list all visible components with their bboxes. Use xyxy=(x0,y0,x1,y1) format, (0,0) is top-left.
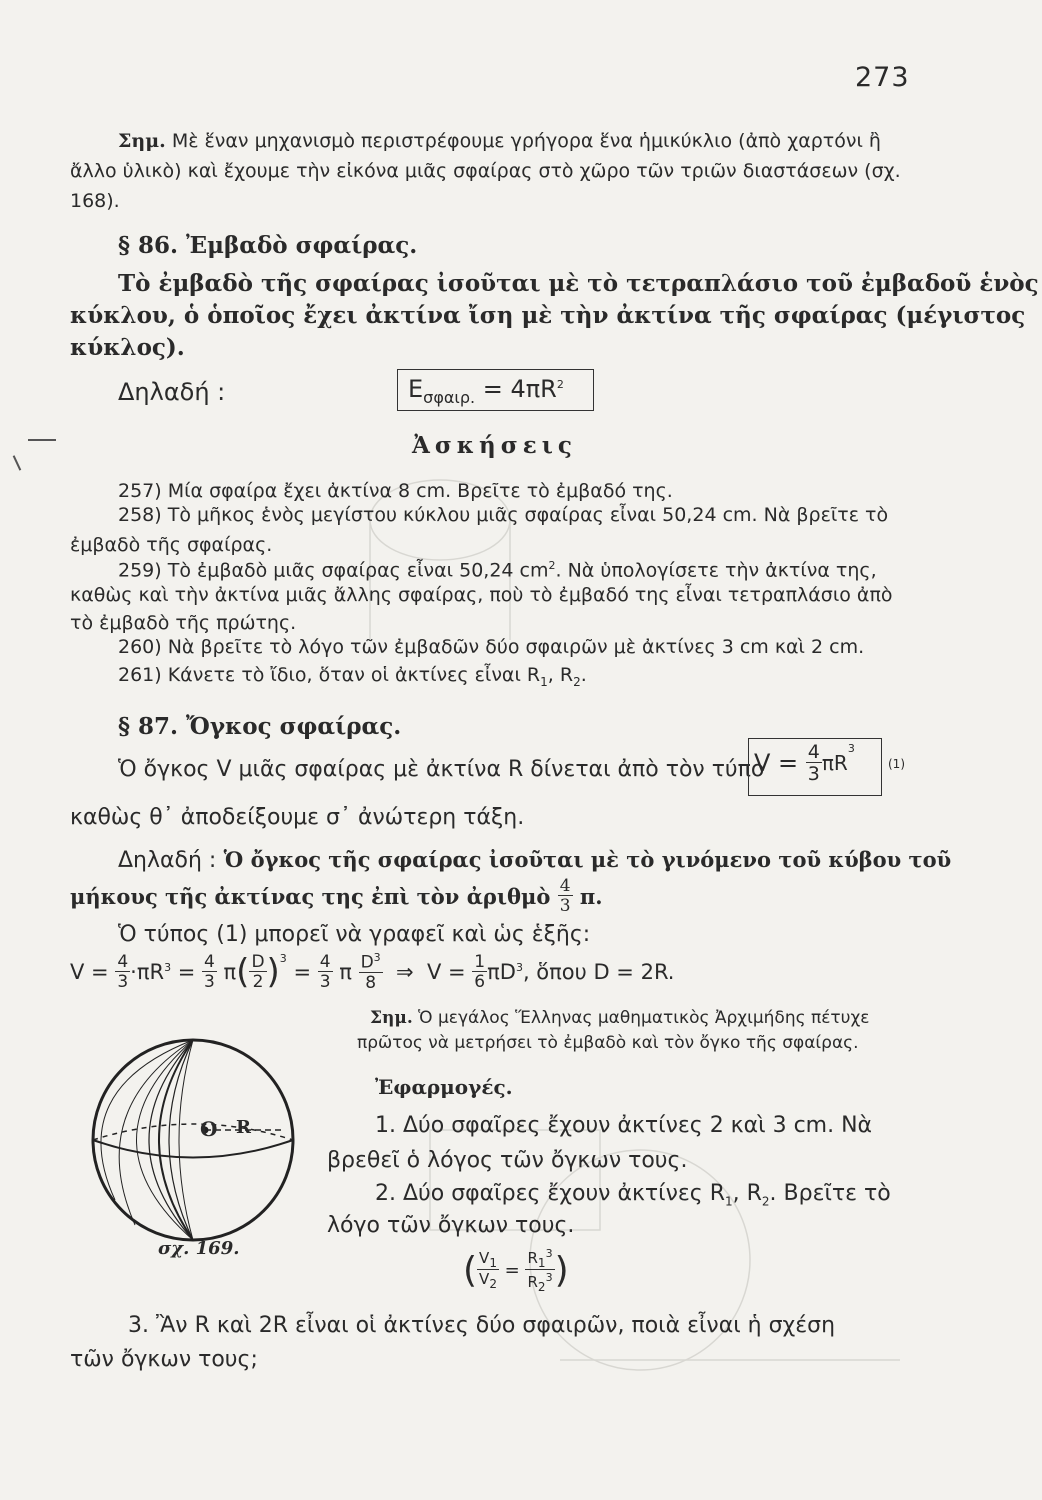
exercise-259-line2: καθὼς καὶ τὴν ἀκτίνα μιᾶς ἄλλης σφαίρας, ποὺ τὸ ἐμβαδό της εἶναι τετραπλάσιο ἀπὸ xyxy=(70,584,893,606)
note2-text1: Ὁ μεγάλος Ἕλληνας μαθηματικὸς Ἀρχιμήδης πέτυχε xyxy=(412,1008,870,1028)
note1-label: Σημ. xyxy=(118,130,166,152)
vol-exponent: 3 xyxy=(847,742,855,755)
section87-theorem1: Ὁ ὄγκος τῆς σφαίρας ἰσοῦται μὲ τὸ γινόμενο τοῦ κύβου τοῦ xyxy=(223,847,952,872)
application-2-line2: λόγο τῶν ὄγκων τους. xyxy=(327,1213,575,1238)
margin-mark-line xyxy=(28,439,56,441)
e259-exponent: 2 xyxy=(548,559,556,572)
figure-label-O: Ο xyxy=(200,1117,218,1141)
note1-text1: Μὲ ἕναν μηχανισμὸ περιστρέφουμε γρήγορα ἕνα ἡμικύκλιο (ἀπὸ χαρτόνι ἢ xyxy=(165,130,881,152)
exercise-259-line3: τὸ ἐμβαδὸ τῆς πρώτης. xyxy=(70,612,297,634)
vol-rhs: πR xyxy=(821,751,848,775)
a2-sub2: 2 xyxy=(761,1194,770,1209)
a2-end: . Βρεῖτε τὸ xyxy=(769,1181,891,1206)
derivation-end: ὅπου D = 2R. xyxy=(536,960,675,984)
note1-line2: ἄλλο ὑλικὸ) καὶ ἔχουμε τὴν εἰκόνα μιᾶς σφαίρας στὸ χῶρο τῶν τριῶν διαστάσεων (σχ. xyxy=(70,160,901,182)
a2-mid: , R xyxy=(732,1181,762,1206)
note1-line3: 168). xyxy=(70,190,120,212)
note2-line2: πρῶτος νὰ μετρήσει τὸ ἐμβαδὸ καὶ τὸν ὄγκο τῆς σφαίρας. xyxy=(357,1033,859,1053)
a2-sub1: 1 xyxy=(724,1194,733,1209)
formula-exponent: 2 xyxy=(556,378,564,391)
vol-frac-den: 3 xyxy=(807,762,820,785)
e259-part-a: 259) Τὸ ἐμβαδὸ μιᾶς σφαίρας εἶναι 50,24 cm xyxy=(118,559,549,582)
a2-text: 2. Δύο σφαῖρες ἔχουν ἀκτίνες R xyxy=(375,1181,725,1206)
exercise-261 xyxy=(118,664,587,689)
vol-fraction xyxy=(806,740,822,785)
section87-diladi: Δηλαδή : xyxy=(118,848,217,873)
exercise-257: 257) Μία σφαίρα ἔχει ἀκτίνα 8 cm. Βρεῖτε τὸ ἐμβαδό της. xyxy=(118,480,673,502)
formula-E: E xyxy=(408,375,424,403)
e261-mid: , R xyxy=(547,664,574,686)
section86-theorem-line2: κύκλου, ὁ ὁποῖος ἔχει ἀκτίνα ἴση μὲ τὴν ἀκτίνα τῆς σφαίρας (μέγιστος xyxy=(70,302,1026,329)
e261-text: 261) Κάνετε τὸ ἴδιο, ὅταν οἱ ἀκτίνες εἶναι R xyxy=(118,664,541,686)
note2-label: Σημ. xyxy=(370,1008,413,1028)
e261-sub1: 1 xyxy=(540,674,548,689)
sphere-area-formula xyxy=(408,375,564,407)
theorem2-fraction xyxy=(558,878,573,915)
ratio-formula: ( $\frac{V_1}{V_2}$ = $\frac{R_1^3}{R_2^3}$ ) xyxy=(463,1247,569,1294)
section86-heading: § 86. Ἐμβαδὸ σφαίρας. xyxy=(118,232,418,259)
exercise-260: 260) Νὰ βρεῖτε τὸ λόγο τῶν ἐμβαδῶν δύο σφαιρῶν μὲ ἀκτίνες 3 cm καὶ 2 cm. xyxy=(118,636,865,658)
exercises-heading: Ἀσκήσεις xyxy=(412,432,577,459)
section87-theorem-line2 xyxy=(70,878,603,915)
formula-E-subscript: σφαιρ. xyxy=(423,387,476,407)
theorem2-num: 4 xyxy=(559,876,571,896)
theorem2-den: 3 xyxy=(559,896,571,916)
figure-label-R: R xyxy=(236,1117,251,1138)
section86-theorem-line1: Τὸ ἐμβαδὸ τῆς σφαίρας ἰσοῦται μὲ τὸ τετραπλάσιο τοῦ ἐμβαδοῦ ἑνὸς xyxy=(118,270,1039,297)
figure-caption: σχ. 169. xyxy=(158,1238,240,1259)
page-number: 273 xyxy=(855,62,910,93)
e259-part-b: . Νὰ ὑπολογίσετε τὴν ἀκτίνα της, xyxy=(555,559,877,582)
note2-line1 xyxy=(370,1008,870,1028)
section87-intro: Ὁ ὄγκος V μιᾶς σφαίρας μὲ ἀκτίνα R δίνεται ἀπὸ τὸν τύπο xyxy=(118,757,765,782)
section86-diladi: Δηλαδή : xyxy=(118,378,226,406)
exercise-258-line1: 258) Τὸ μῆκος ἑνὸς μεγίστου κύκλου μιᾶς σφαίρας εἶναι 50,24 cm. Νὰ βρεῖτε τὸ xyxy=(118,504,889,526)
section86-theorem-line3: κύκλος). xyxy=(70,334,185,361)
note1-line1 xyxy=(118,130,881,152)
e261-end: . xyxy=(580,664,587,686)
theorem2-text: μήκους τῆς ἀκτίνας της ἐπὶ τὸν ἀριθμὸ xyxy=(70,884,551,909)
vol-lhs: V = xyxy=(754,749,806,777)
application-2-line1 xyxy=(375,1181,891,1208)
sphere-volume-formula xyxy=(754,742,855,784)
application-3-line2: τῶν ὄγκων τους; xyxy=(70,1347,258,1372)
formula-reference: (1) xyxy=(888,757,905,771)
section87-heading: § 87. Ὄγκος σφαίρας. xyxy=(118,713,402,740)
theorem2-end: π. xyxy=(572,884,603,909)
application-3-line1: 3. Ἂν R καὶ 2R εἶναι οἱ ἀκτίνες δύο σφαιρῶν, ποιὰ εἶναι ἡ σχέση xyxy=(128,1313,836,1338)
exercise-258-line2: ἐμβαδὸ τῆς σφαίρας. xyxy=(70,534,273,556)
application-1-line2: βρεθεῖ ὁ λόγος τῶν ὄγκων τους. xyxy=(327,1148,688,1173)
typos-line: Ὁ τύπος (1) μπορεῖ νὰ γραφεῖ καὶ ὡς ἑξῆς: xyxy=(118,922,591,947)
exercise-259-line1 xyxy=(118,559,877,581)
volume-derivation: V = $\frac{4}{3}$ $\cdot\pi R^3$ = $\frac{4}{3}$ π( $\frac{D}{2}$ )$^3$ = $\frac{4}{3}$ π $\frac{D^3}{8}$ ⇒ V = $\frac{1}{6}$ $\pi D^3$, ὅπου D = 2R. xyxy=(70,951,675,993)
vol-frac-num: 4 xyxy=(807,740,820,763)
section87-theorem-line1 xyxy=(118,847,951,873)
e261-sub2: 2 xyxy=(573,674,581,689)
application-1-line1: 1. Δύο σφαῖρες ἔχουν ἀκτίνες 2 καὶ 3 cm. Νὰ xyxy=(375,1113,873,1138)
applications-heading: Ἐφαρμογές. xyxy=(375,1075,513,1099)
sphere-figure xyxy=(85,1030,305,1250)
formula-rhs: = 4πR xyxy=(475,375,557,403)
section87-line2: καθὼς θ᾽ ἀποδείξουμε σ᾽ ἀνώτερη τάξη. xyxy=(70,805,525,830)
